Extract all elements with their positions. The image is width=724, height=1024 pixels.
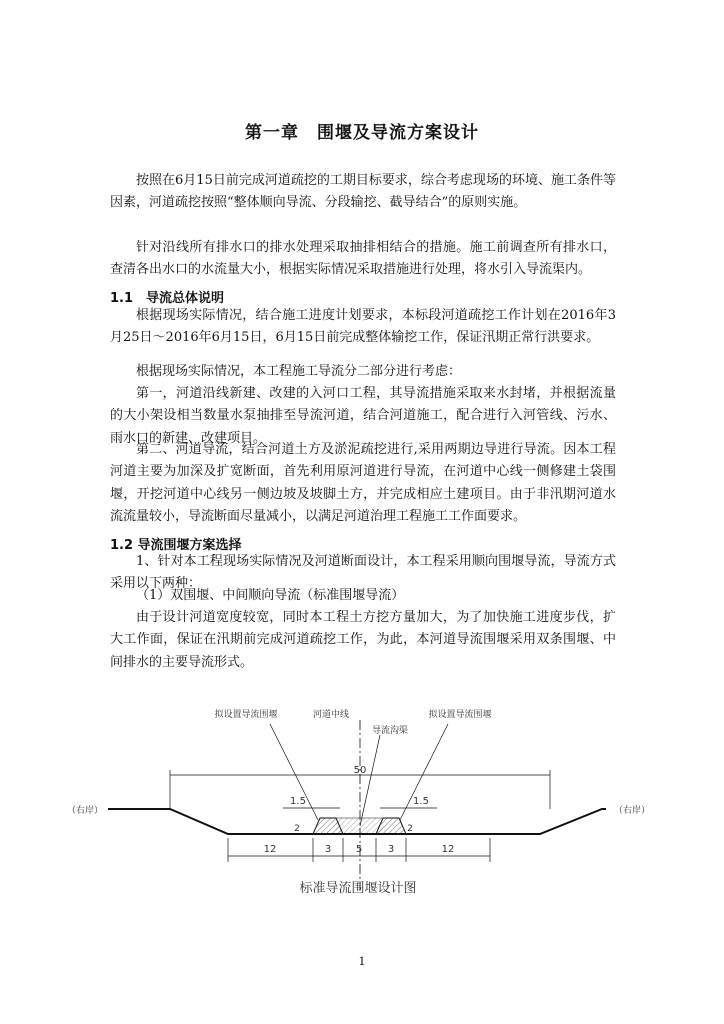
paragraph: 第一，河道沿线新建、改建的入河口工程，其导流措施采取来水封堵，并根据流量的大小架设相当数量水泵抽排至导流河道，结合河道施工，配合进行入河管线、污水、雨水口的新建、改建项目。 [110, 386, 616, 446]
paragraph: 针对沿线所有排水口的排水处理采取抽排相结合的措施。施工前调查所有排水口，查清各出水口的水流量大小，根据实际情况采取措施进行处理，将水引入导流渠内。 [110, 240, 616, 278]
label-centerline: 河道中线 [312, 710, 350, 720]
label-left-cofferdam: 拟设置导流围堰 [214, 710, 278, 720]
channel-hatch-area [336, 818, 383, 834]
label-channel: 导流沟渠 [371, 726, 409, 736]
section-heading: 1.1 导流总体说明 [110, 291, 225, 306]
paragraph: 1、针对本工程现场实际情况及河道断面设计，本工程采用顺向围堰导流，导流方式采用以下两种： [110, 554, 616, 592]
paragraph: 根据现场实际情况，本工程施工导流分二部分进行考虑： [136, 364, 462, 379]
dim-bottom-b: 3 [324, 844, 332, 855]
paragraph: （1）双围堰、中间顺向导流（标准围堰导流） [136, 588, 405, 603]
label-right-cofferdam: 拟设置导流围堰 [428, 710, 492, 720]
bank-label-right: （右岸） [613, 806, 651, 816]
dim-total-width: 50 [353, 765, 367, 776]
paragraph: 由于设计河道宽度较宽，同时本工程土方挖方量加大，为了加快施工进度步伐，扩大工作面，保证在汛期前完成河道疏挖工作，为此，本河道导流围堰采用双条围堰、中间排水的主要导流形式。 [110, 610, 616, 670]
bank-label-left: （右岸） [66, 806, 104, 816]
dim-right-height: 2 [407, 824, 413, 834]
section-heading: 1.2 导流围堰方案选择 [110, 538, 242, 553]
leader-channel [360, 735, 380, 826]
dim-bottom-d: 3 [387, 844, 395, 855]
paragraph: 第二、河道导流，结合河道土方及淤泥疏挖进行,采用两期边导进行导流。因本工程河道主要为加深及扩宽断面，首先利用原河道进行导流，在河道中心线一侧修建土袋围堰，开挖河道中心线另一侧边坡及坡脚土方，并完成相应土建项目。由于非汛期河道水流流量较小，导流断面尽量减小，以满足河道治理工程施工工作面要求。 [110, 442, 616, 524]
diagram-caption: 标准导流围堰设计图 [299, 881, 417, 896]
page-number: 1 [358, 955, 366, 968]
dim-left-height: 2 [294, 824, 300, 834]
chapter-title: 第一章 围堰及导流方案设计 [245, 123, 479, 143]
paragraph: 根据现场实际情况，结合施工进度计划要求，本标段河道疏挖工作计划在2016年3月25日～2016年6月15日，6月15日前完成整体输挖工作，保证汛期正常行洪要求。 [110, 308, 616, 346]
dim-bottom-e: 12 [441, 844, 455, 855]
dim-bottom-a: 12 [263, 844, 277, 855]
dim-bottom-c: 5 [355, 844, 363, 855]
dim-right-top: 1.5 [413, 796, 429, 807]
dim-left-top: 1.5 [290, 796, 306, 807]
paragraph: 按照在6月15日前完成河道疏挖的工期目标要求，综合考虑现场的环境、施工条件等因素，河道疏挖按照“整体顺向导流、分段输挖、截导结合”的原则实施。 [110, 173, 616, 211]
